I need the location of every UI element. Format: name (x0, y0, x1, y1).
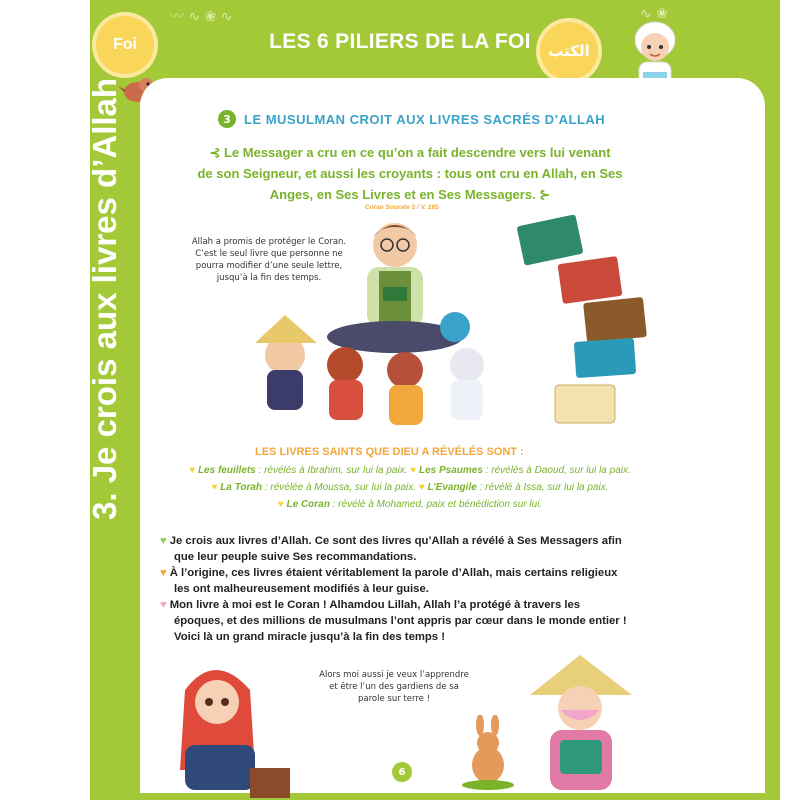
bubble-bottom-line-3: parole sur terre ! (358, 694, 430, 704)
page-number: 6 (390, 760, 414, 784)
girl-speech-bubble (290, 663, 498, 711)
quote-line-3 (160, 184, 660, 205)
paragraph-1-line-2: que leur peuple suive Ses recommandations. (174, 551, 417, 563)
paragraph-1-text-1: Je crois aux livres d’Allah. Ce sont des livres qu’Allah a révélé à Ses Messagers afin (169, 535, 622, 547)
header-swirl-decoration: 〰︎ ∿ ❀ ∿ (170, 9, 233, 25)
heart-icon: ♥ (418, 482, 425, 493)
bubble-bottom-line-1: Alors moi aussi je veux l’apprendre (319, 670, 469, 680)
paragraph-2-line-1 (160, 565, 650, 581)
books-row-3 (160, 496, 660, 513)
paragraph-2-text-1: À l’origine, ces livres étaient véritablement la parole d’Allah, mais certains religieux (169, 567, 618, 579)
section-title: LE MUSULMAN CROIT AUX LIVRES SACRÉS D’ALLAH (244, 111, 606, 127)
foi-badge-label: Foi (113, 36, 137, 53)
paragraph-2-line-2: les ont malheureusement modifiés à leur guise. (174, 583, 429, 595)
book-name: Les Psaumes (418, 465, 483, 476)
quote-line-2: de son Seigneur, et aussi les croyants : tous ont cru en Allah, en Ses (197, 166, 623, 181)
book-name: L’Evangile (427, 482, 477, 493)
bubble-top-line-4: jusqu’à la fin des temps. (216, 273, 322, 283)
book-name: La Torah (220, 482, 263, 493)
paragraph-1 (160, 533, 650, 565)
quote-close-ornament: ⊱ (539, 187, 551, 202)
heart-icon: ♥ (410, 465, 417, 476)
teacher-and-children-illustration (245, 215, 515, 430)
bubble-top-line-3: pourra modifier d’une seule lettre, (195, 261, 343, 271)
quote-open-ornament: ⊰ (209, 145, 221, 160)
bubble-top-line-2: C’est le seul livre que personne ne (195, 249, 343, 259)
page-title: LES 6 PILIERS DE LA FOI (269, 30, 531, 53)
holy-books-stack-illustration (515, 215, 650, 430)
paragraph-3 (160, 597, 650, 645)
paragraph-3-line-1 (160, 597, 650, 613)
paragraph-2 (160, 565, 650, 597)
heart-icon: ♥ (160, 535, 167, 547)
books-row-1 (160, 462, 660, 479)
heart-icon: ♥ (189, 465, 196, 476)
book-description: : révélée à Moussa, sur lui la paix. (262, 482, 417, 493)
quote-text-1: Le Messager a cru en ce qu’on a fait descendre vers lui venant (223, 145, 611, 160)
books-list-heading: LES LIVRES SAINTS QUE DIEU A RÉVÉLÉS SONT : (255, 446, 524, 458)
books-row-2 (160, 479, 660, 496)
book-description: : révélé à Mohamed, paix et bénédiction sur lui. (329, 499, 543, 510)
quote-line-1 (160, 142, 660, 163)
book-name: Le Coran (286, 499, 330, 510)
quote-reference: Coran Sourate 2 / V. 285 (365, 204, 439, 211)
kutub-badge-label: الكتب (548, 42, 590, 60)
book-description: : révélé à Issa, sur lui la paix. (476, 482, 609, 493)
heart-icon: ♥ (277, 499, 284, 510)
heart-icon: ♥ (160, 567, 167, 579)
book-description: : révélés à Ibrahim, sur lui la paix. (255, 465, 408, 476)
foi-badge (96, 16, 154, 74)
book-description: : révélés à Daoud, sur lui la paix. (482, 465, 631, 476)
book-name: Les feuillets (197, 465, 256, 476)
holy-books-list (160, 462, 660, 513)
child-with-quran-illustration (520, 650, 640, 800)
kutub-badge (540, 22, 598, 80)
heart-icon: ♥ (211, 482, 218, 493)
paragraph-3-text-1: Mon livre à moi est le Coran ! Alhamdou Lillah, Allah l’a protégé à travers les (169, 599, 581, 611)
section-number-badge: 3 (218, 110, 236, 128)
heart-icon: ♥ (160, 599, 167, 611)
header-swirl-decoration-right: ∿ ❀ (640, 6, 668, 22)
paragraph-1-line-1 (160, 533, 650, 549)
chapter-side-title: 3. Je crois aux livres d’Allah (86, 77, 123, 520)
rabbit-illustration (458, 715, 518, 790)
quran-quote (160, 142, 660, 205)
quote-text-3: Anges, en Ses Livres et en Ses Messagers. (269, 187, 536, 202)
section-heading (218, 110, 605, 128)
bubble-bottom-line-2: et être l’un des gardiens de sa (329, 682, 459, 692)
paragraph-3-line-3: Voici là un grand miracle jusqu’à la fin des temps ! (174, 631, 445, 643)
bubble-top-line-1: Allah a promis de protéger le Coran. (191, 237, 347, 247)
paragraph-3-line-2: époques, et des millions de musulmans l’ont appris par cœur dans le monde entier ! (174, 615, 627, 627)
girl-reading-illustration (155, 650, 295, 800)
